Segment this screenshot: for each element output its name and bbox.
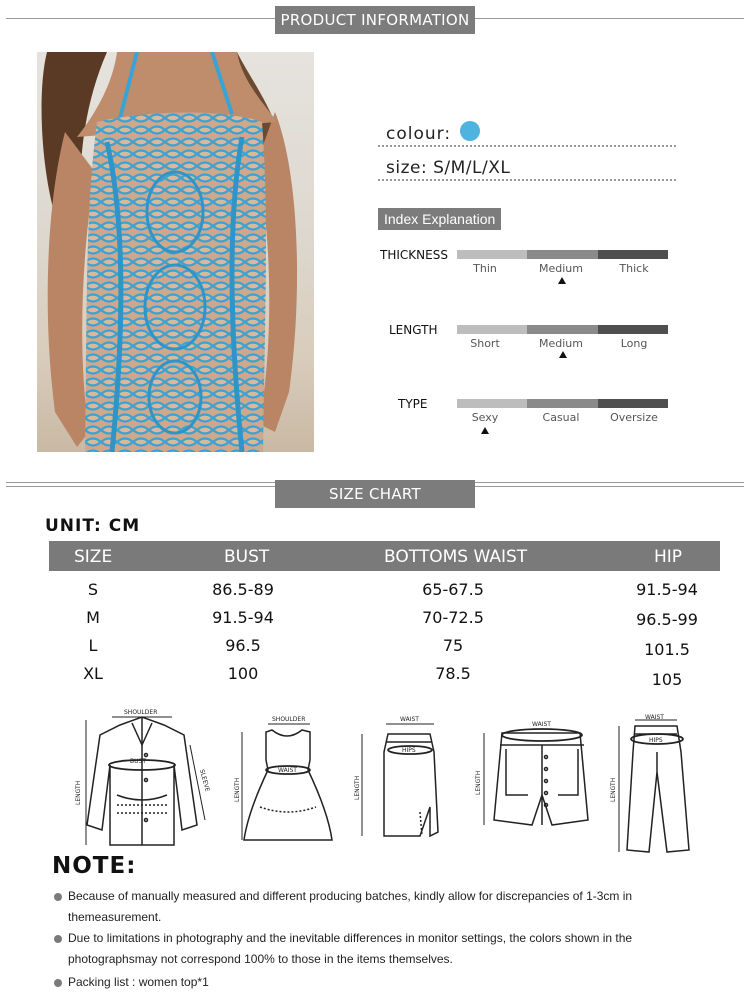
colour-swatch-blue: [460, 121, 480, 141]
header-size: SIZE: [74, 547, 113, 567]
skirt-length-label: LENGTH: [354, 775, 361, 800]
type-scale-bar: [457, 399, 668, 408]
row-m-waist: 70-72.5: [422, 608, 484, 627]
thickness-level-medium: Medium: [539, 262, 583, 275]
pants-length-label: LENGTH: [610, 777, 617, 802]
dress-waist-label: WAIST: [278, 767, 297, 774]
product-photo: [37, 52, 314, 452]
type-level-casual: Casual: [542, 411, 580, 424]
row-l-hip: 101.5: [644, 640, 690, 659]
pants-measurement-diagram: [605, 712, 695, 857]
row-s-size: S: [87, 580, 99, 599]
length-level-medium: Medium: [539, 337, 583, 350]
note-item-3: Packing list : women top*1: [68, 975, 209, 989]
shorts-waist-label: WAIST: [532, 721, 551, 728]
colour-dotted-rule: [378, 145, 676, 147]
row-xl-hip: 105: [651, 670, 683, 689]
jacket-sleeve-label: SLEEVE: [198, 768, 211, 793]
header-bust: BUST: [224, 547, 270, 567]
dress-shoulder-label: SHOULDER: [272, 716, 306, 723]
thickness-selected-marker: [558, 277, 566, 284]
row-s-waist: 65-67.5: [422, 580, 484, 599]
size-chart-banner: SIZE CHART: [275, 480, 475, 508]
row-m-hip: 96.5-99: [636, 610, 698, 629]
type-selected-marker: [481, 427, 489, 434]
row-xl-bust: 100: [227, 664, 259, 683]
skirt-hips-label: HIPS: [402, 747, 416, 754]
thickness-level-thin: Thin: [473, 262, 497, 275]
note-bullet-1: [54, 893, 62, 901]
index-explanation-label: Index Explanation: [378, 208, 501, 230]
jacket-bust-label: BUST: [130, 758, 146, 765]
pants-waist-label: WAIST: [645, 714, 664, 721]
header-bottoms-waist: BOTTOMS WAIST: [384, 547, 528, 567]
unit-label: UNIT: CM: [45, 516, 141, 536]
skirt-waist-label: WAIST: [400, 716, 419, 723]
row-s-bust: 86.5-89: [212, 580, 274, 599]
length-selected-marker: [559, 351, 567, 358]
skirt-measurement-diagram: [350, 712, 450, 852]
header-hip: HIP: [654, 547, 683, 567]
thickness-scale-bar: [457, 250, 668, 259]
shorts-length-label: LENGTH: [475, 770, 482, 795]
model-crochet-dress-image: [37, 52, 314, 452]
thickness-label: THICKNESS: [380, 248, 448, 262]
dress-length-label: LENGTH: [234, 777, 241, 802]
note-bullet-2: [54, 935, 62, 943]
row-l-bust: 96.5: [225, 636, 261, 655]
note-item-2: Due to limitations in photography and the inevitable differences in monitor settings, the colors shown in the photographsmay not correspond 100% to those in the items themselves.: [68, 931, 633, 966]
row-s-hip: 91.5-94: [636, 580, 698, 599]
note-title: NOTE:: [52, 853, 137, 879]
type-label: TYPE: [398, 397, 428, 411]
shorts-measurement-diagram: [470, 715, 600, 840]
length-level-long: Long: [620, 337, 648, 350]
row-xl-size: XL: [83, 664, 103, 683]
length-level-short: Short: [470, 337, 500, 350]
size-dotted-rule: [378, 179, 676, 181]
row-m-size: M: [86, 608, 100, 627]
product-information-banner: PRODUCT INFORMATION: [275, 6, 475, 34]
thickness-level-thick: Thick: [619, 262, 649, 275]
row-m-bust: 91.5-94: [212, 608, 274, 627]
pants-hips-label: HIPS: [649, 737, 663, 744]
note-item-1: Because of manually measured and different producing batches, kindly allow for discrepancies of 1-3cm in themeasurement.: [68, 889, 633, 924]
jacket-shoulder-label: SHOULDER: [124, 709, 158, 716]
length-scale-bar: [457, 325, 668, 334]
dress-measurement-diagram: [230, 712, 340, 852]
jacket-measurement-diagram: [72, 705, 212, 855]
type-level-oversize: Oversize: [610, 411, 658, 424]
length-label: LENGTH: [389, 323, 438, 337]
jacket-length-label: LENGTH: [75, 780, 82, 805]
size-label: size: S/M/L/XL: [386, 158, 511, 178]
row-xl-waist: 78.5: [435, 664, 471, 683]
note-bullet-3: [54, 979, 62, 987]
row-l-size: L: [88, 636, 98, 655]
colour-label: colour:: [386, 124, 452, 144]
type-level-sexy: Sexy: [471, 411, 499, 424]
row-l-waist: 75: [442, 636, 464, 655]
